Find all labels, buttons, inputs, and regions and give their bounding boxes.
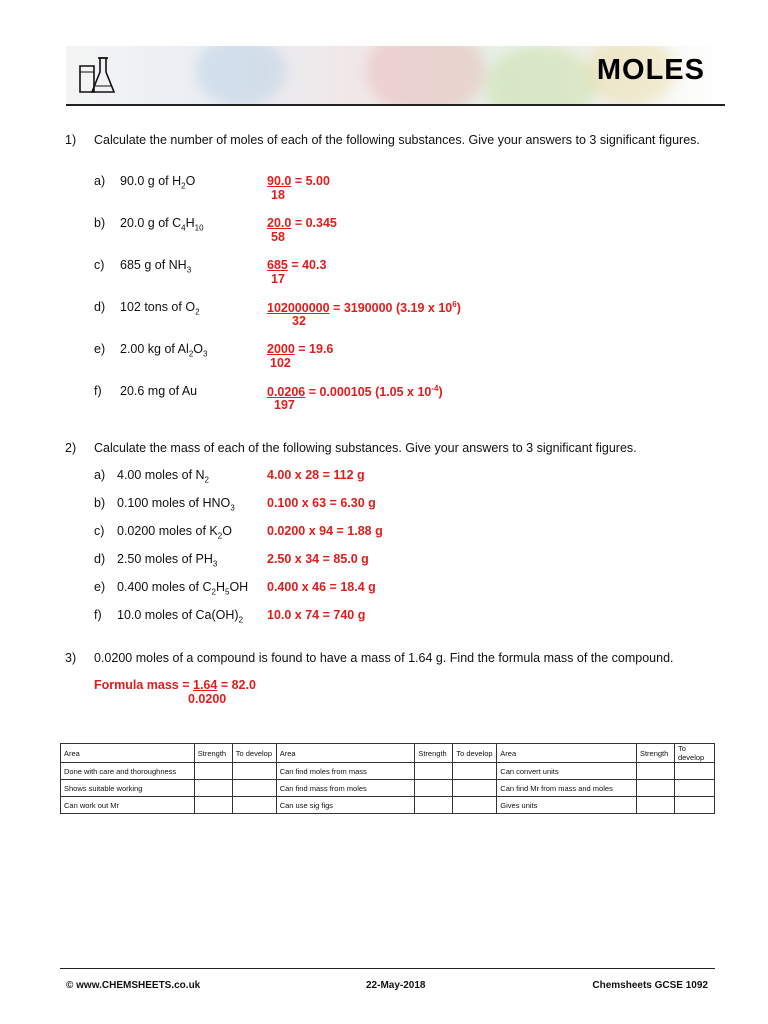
answer-line: 102000000 = 3190000 (3.19 x $10^6$) bbox=[267, 300, 461, 316]
item-label: f) bbox=[94, 384, 102, 398]
answer-line: 10.0 x 74 = 740 g bbox=[267, 608, 366, 622]
answer-line: 0.0200 x 94 = 1.88 g bbox=[267, 524, 383, 538]
table-header-cell: To develop bbox=[453, 744, 497, 763]
item-substance: 0.100 moles of $HNO_3$ bbox=[117, 496, 235, 513]
table-cell: Can work out Mr bbox=[61, 797, 195, 814]
table-cell[interactable] bbox=[453, 797, 497, 814]
item-substance: 20.0 g of $C_4H_{10}$ bbox=[120, 216, 204, 233]
table-cell[interactable] bbox=[636, 797, 674, 814]
table-cell: Can find Mr from mass and moles bbox=[497, 780, 637, 797]
table-row bbox=[61, 797, 715, 814]
lab-glassware-icon bbox=[74, 52, 120, 98]
item-substance: 10.0 moles of $Ca(OH)_2$ bbox=[117, 608, 244, 625]
item-label: e) bbox=[94, 580, 106, 594]
decor-blob bbox=[366, 46, 486, 106]
answer-line: 0.400 x 46 = 18.4 g bbox=[267, 580, 376, 594]
table-cell[interactable] bbox=[415, 763, 453, 780]
item-label: d) bbox=[94, 300, 106, 314]
item-label: a) bbox=[94, 174, 106, 188]
table-cell[interactable] bbox=[194, 797, 232, 814]
item-label: c) bbox=[94, 524, 105, 538]
footer-date: 22-May-2018 bbox=[366, 980, 426, 991]
table-cell[interactable] bbox=[453, 780, 497, 797]
table-cell: Done with care and thoroughness bbox=[61, 763, 195, 780]
answer-denominator: 17 bbox=[271, 272, 285, 286]
item-label: e) bbox=[94, 342, 106, 356]
table-header-cell: Strength bbox=[636, 744, 674, 763]
answer-line: 2.50 x 34 = 85.0 g bbox=[267, 552, 369, 566]
answer-line: 0.0206 = 0.000105 (1.05 x $10^{-4}$) bbox=[267, 384, 443, 400]
answer-line: 685 = 40.3 bbox=[267, 258, 327, 272]
table-header-cell: To develop bbox=[232, 744, 276, 763]
table-cell: Can convert units bbox=[497, 763, 637, 780]
table-cell: Can use sig figs bbox=[276, 797, 415, 814]
item-substance: 90.0 g of $H_2O$ bbox=[120, 174, 196, 191]
table-header-cell: Strength bbox=[415, 744, 453, 763]
table-cell[interactable] bbox=[232, 797, 276, 814]
table-cell[interactable] bbox=[636, 763, 674, 780]
header-banner bbox=[66, 46, 725, 106]
item-substance: 102 tons of $O_2$ bbox=[120, 300, 200, 317]
decor-blob bbox=[486, 46, 596, 106]
answer-line: 0.100 x 63 = 6.30 g bbox=[267, 496, 376, 510]
question-number: 1) bbox=[65, 133, 77, 147]
table-cell[interactable] bbox=[232, 763, 276, 780]
answer-denominator: 58 bbox=[271, 230, 285, 244]
table-cell[interactable] bbox=[232, 780, 276, 797]
item-label: f) bbox=[94, 608, 102, 622]
table-cell: Can find moles from mass bbox=[276, 763, 415, 780]
item-substance: 20.6 mg of Au bbox=[120, 384, 198, 398]
answer-denominator: 0.0200 bbox=[188, 692, 227, 706]
answer-denominator: 18 bbox=[271, 188, 285, 202]
table-row bbox=[61, 780, 715, 797]
answer-denominator: 102 bbox=[270, 356, 291, 370]
item-substance: 685 g of $NH_3$ bbox=[120, 258, 192, 275]
table-cell[interactable] bbox=[453, 763, 497, 780]
table-cell: Shows suitable working bbox=[61, 780, 195, 797]
answer-line: 20.0 = 0.345 bbox=[267, 216, 337, 230]
table-header-cell: Area bbox=[497, 744, 637, 763]
table-header-cell: Area bbox=[61, 744, 195, 763]
item-substance: 4.00 moles of $N_2$ bbox=[117, 468, 209, 485]
answer-line: 2000 = 19.6 bbox=[267, 342, 334, 356]
question-number: 3) bbox=[65, 651, 77, 665]
table-cell[interactable] bbox=[674, 797, 714, 814]
table-cell[interactable] bbox=[674, 763, 714, 780]
table-cell: Gives units bbox=[497, 797, 637, 814]
table-cell[interactable] bbox=[636, 780, 674, 797]
item-label: d) bbox=[94, 552, 106, 566]
table-cell[interactable] bbox=[194, 780, 232, 797]
table-header-cell: Strength bbox=[194, 744, 232, 763]
assessment-table bbox=[60, 743, 715, 814]
question-text: Calculate the number of moles of each of the following substances. Give your answers to 3 significant figures. bbox=[94, 133, 700, 147]
footer-reference: Chemsheets GCSE 1092 bbox=[592, 980, 708, 991]
table-cell[interactable] bbox=[415, 797, 453, 814]
page-title: MOLES bbox=[596, 54, 705, 86]
item-substance: 0.400 moles of $C_2H_5OH$ bbox=[117, 580, 249, 597]
question-text: 0.0200 moles of a compound is found to have a mass of 1.64 g. Find the formula mass of the compound. bbox=[94, 651, 674, 665]
answer-denominator: 32 bbox=[292, 314, 306, 328]
table-header-row bbox=[61, 744, 715, 763]
table-cell[interactable] bbox=[194, 763, 232, 780]
table-header-cell: Area bbox=[276, 744, 415, 763]
table-cell[interactable] bbox=[674, 780, 714, 797]
table-header-cell: To develop bbox=[674, 744, 714, 763]
table-cell[interactable] bbox=[415, 780, 453, 797]
table-row bbox=[61, 763, 715, 780]
item-substance: 2.00 kg of $Al_2O_3$ bbox=[120, 342, 208, 359]
answer-denominator: 197 bbox=[274, 398, 295, 412]
footer-divider bbox=[60, 968, 715, 969]
item-substance: 2.50 moles of $PH_3$ bbox=[117, 552, 218, 569]
decor-blob bbox=[196, 46, 286, 106]
question-number: 2) bbox=[65, 441, 77, 455]
answer-line: 4.00 x 28 = 112 g bbox=[267, 468, 365, 482]
answer-line: 90.0 = 5.00 bbox=[267, 174, 330, 188]
item-substance: 0.0200 moles of $K_2O$ bbox=[117, 524, 232, 541]
item-label: b) bbox=[94, 216, 106, 230]
table-cell: Can find mass from moles bbox=[276, 780, 415, 797]
answer-line: Formula mass = 1.64 = 82.0 bbox=[94, 678, 256, 692]
item-label: b) bbox=[94, 496, 106, 510]
item-label: a) bbox=[94, 468, 106, 482]
item-label: c) bbox=[94, 258, 105, 272]
footer-copyright[interactable]: © www.CHEMSHEETS.co.uk bbox=[66, 980, 201, 991]
question-text: Calculate the mass of each of the following substances. Give your answers to 3 significant figures. bbox=[94, 441, 637, 455]
